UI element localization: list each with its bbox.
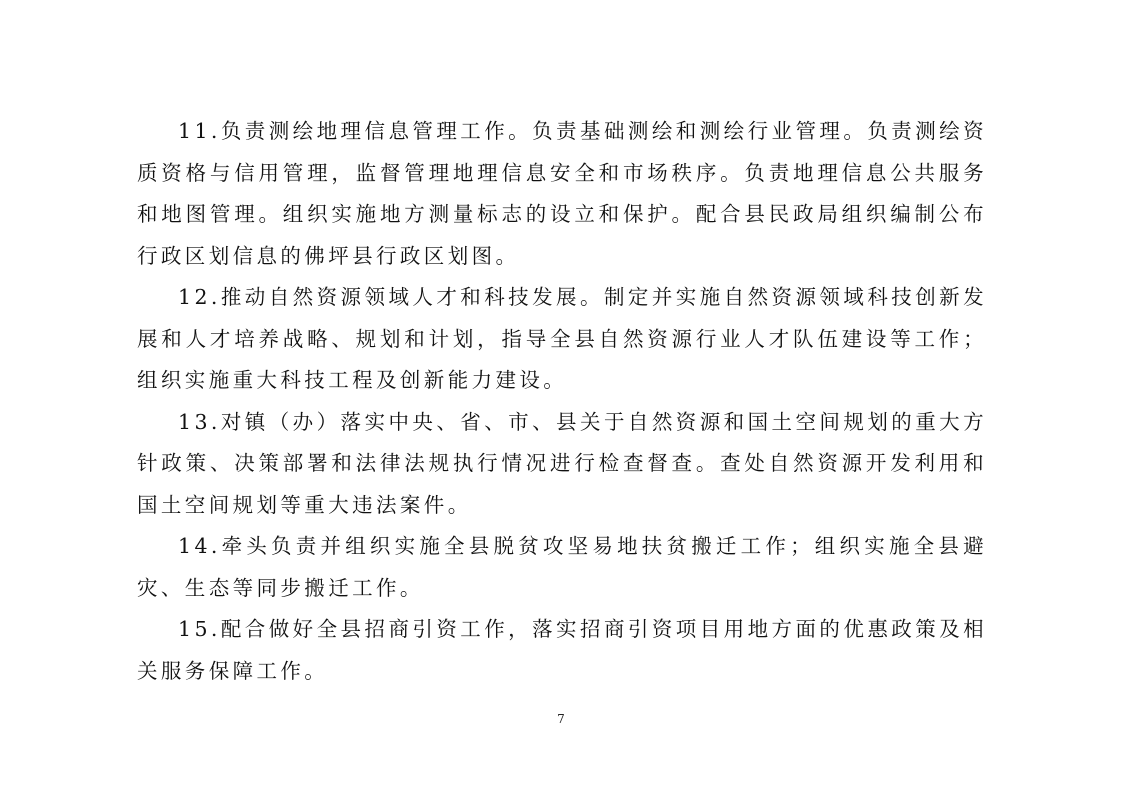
paragraph-12: 12.推动自然资源领域人才和科技发展。制定并实施自然资源领域科技创新发展和人才培养战略、规划和计划，指导全县自然资源行业人才队伍建设等工作；组织实施重大科技工程及创新能力建设。 xyxy=(137,285,987,392)
document-body xyxy=(137,111,987,692)
paragraph-13: 13.对镇（办）落实中央、省、市、县关于自然资源和国土空间规划的重大方针政策、决策部署和法律法规执行情况进行检查督查。查处自然资源开发利用和国土空间规划等重大违法案件。 xyxy=(137,409,987,517)
paragraph-11: 11.负责测绘地理信息管理工作。负责基础测绘和测绘行业管理。负责测绘资质资格与信用管理，监督管理地理信息安全和市场秩序。负责地理信息公共服务和地图管理。组织实施地方测量标志的设立和保护。配合县民政局组织编制公布行政区划信息的佛坪县行政区划图。 xyxy=(137,119,987,268)
paragraph-14: 14.牵头负责并组织实施全县脱贫攻坚易地扶贫搬迁工作；组织实施全县避灾、生态等同步搬迁工作。 xyxy=(137,534,987,600)
paragraph-15: 15.配合做好全县招商引资工作，落实招商引资项目用地方面的优惠政策及相关服务保障工作。 xyxy=(137,617,987,683)
page-number: 7 xyxy=(557,712,565,726)
